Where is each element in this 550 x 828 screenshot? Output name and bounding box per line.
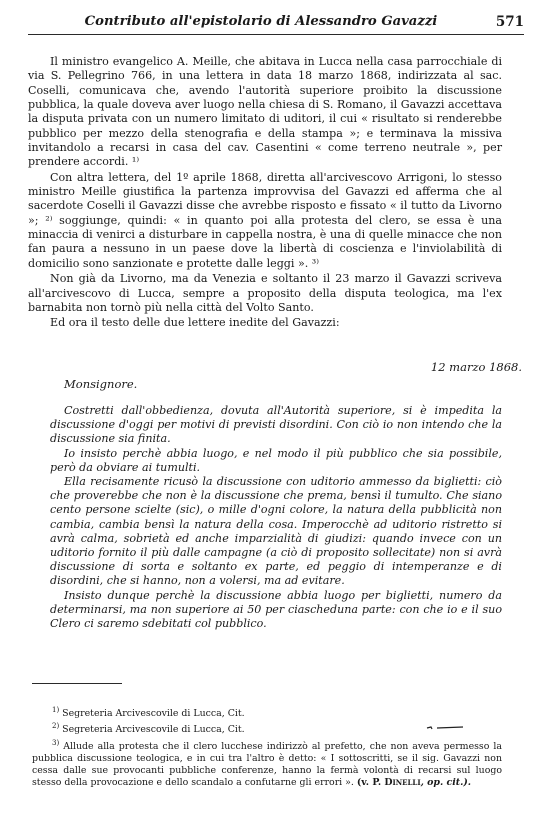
letter-text	[50, 404, 502, 631]
footnote-3	[32, 737, 502, 790]
letter-salutation: Monsignore.	[64, 377, 138, 391]
footnote-rule	[32, 683, 122, 684]
citation-author: Dinelli	[384, 777, 421, 789]
letter-paragraph: Io insisto perchè abbia luogo, e nel modo il più pubblico che sia possibile, però da obviare ai tumulti.	[50, 446, 502, 474]
footnote-text: Segreteria Arcivescovile di Lucca, Cit.	[62, 708, 245, 720]
body-paragraph: Non già da Livorno, ma da Venezia e soltanto il 23 marzo il Gavazzi scriveva all'arcivescovo di Lucca, sempre a proposito della disputa teologica, ma l'ex barnabita non tornò più nella città del Volto Santo.	[28, 272, 502, 314]
letter-paragraph: Insisto dunque perchè la discussione abbia luogo per biglietti, numero da determinarsi, ma non superiore ai 50 per ciascheduna parte: con che io e il suo Clero ci saremo sdebitati col pubblico.	[50, 588, 502, 631]
footnote-marker: 2)	[52, 722, 60, 731]
letter-paragraph: Costretti dall'obbedienza, dovuta all'Autorità superiore, si è impedita la discussione d'oggi per motivi di previsti disordini. Con ciò io non intendo che la discussione sia finita.	[50, 404, 502, 446]
citation-close: , op. cit.).	[420, 777, 472, 789]
letter-paragraph: Ella recisamente ricusò la discussione con uditorio ammesso da biglietti: ciò che proverebbe che non è la discussione che prema, bensì il tumulto. Che siano cento persone scielte (sic), o mille d'ogni colore, la natura della pubblicità non cambia, cambia bensì la natura della cosa. Imperocchè ad uditorio ristretto si avrà calma, sobrietà ed anche imparzialità di giudizi: quando invece con un uditorio fornito il più dalle campagne (a ciò di proposito sollecitate) non si avrà discussione di sorta e soltanto ex parte, ed peggio di intemperanze e di disordini, che si hanno, non a volersi, ma ad evitare.	[50, 475, 502, 588]
footnote-marker: 3)	[52, 738, 60, 747]
footnote-marker: 1)	[52, 706, 60, 714]
running-head: Contributo all'epistolario di Alessandro Gavazzi	[84, 14, 438, 29]
ink-mark-decoration	[425, 724, 465, 730]
letter-date: 12 marzo 1868.	[430, 360, 522, 374]
page-header	[28, 12, 524, 36]
body-paragraph: Il ministro evangelico A. Meille, che abitava in Lucca nella casa parrocchiale di via S. Pellegrino 766, in una lettera in data 18 marzo 1868, indirizzata al sac. Coselli, comunicava che, avendo l'autorità superiore proibito la discussione pubblica, la quale doveva aver luogo nella chiesa di S. Romano, il Gavazzi accettava la disputa privata con un numero limitato di uditori, il cui « risultato si renderebbe pubblico per mezzo della stenografia e della stampa »; e terminava la missiva invitandolo a recarsi in casa del cav. Casentini « come terreno neutrale », per prendere accordi. ¹⁾	[28, 55, 502, 169]
page-number: 571	[495, 14, 524, 30]
footnote-citation	[357, 777, 471, 788]
footnote-1	[32, 704, 502, 720]
footnote-text: Segreteria Arcivescovile di Lucca, Cit.	[62, 724, 245, 736]
footnotes	[32, 704, 502, 790]
footnote-text: Allude alla protesta che il clero lucchese indirizzò al prefetto, che non aveva permesso la pubblica discussione teologica, e in cui tra l'altro è detto: « I sottoscritti, se il sig. Gavazzi non cessa dalle sue provocanti pubbliche conferenze, hanno la fermà volontà di recarsi sul luogo stesso della provocazione e dello scandalo a confutarne gli errori ».	[32, 740, 502, 789]
citation-open: (v. P.	[356, 777, 382, 789]
body-text	[28, 55, 502, 332]
body-paragraph: Con altra lettera, del 1º aprile 1868, diretta all'arcivescovo Arrigoni, lo stesso ministro Meille giustifica la partenza improvvisa del Gavazzi ed afferma che al sacerdote Coselli il Gavazzi disse che avrebbe risposto e fissato « il tutto da Livorno »; ²⁾ soggiunge, quindi: « in quanto poi alla protesta del clero, se essa è una minaccia di venirci a disturbare in cappella nostra, è una di quelle minacce che non fan paura a nessuno in un paese dove la libertà di coscienza e l'inviolabilità di domicilio sono sanzionate e protette dalle leggi ». ³⁾	[28, 170, 502, 270]
body-paragraph: Ed ora il testo delle due lettere inedite del Gavazzi:	[50, 316, 340, 330]
header-rule	[28, 34, 524, 35]
